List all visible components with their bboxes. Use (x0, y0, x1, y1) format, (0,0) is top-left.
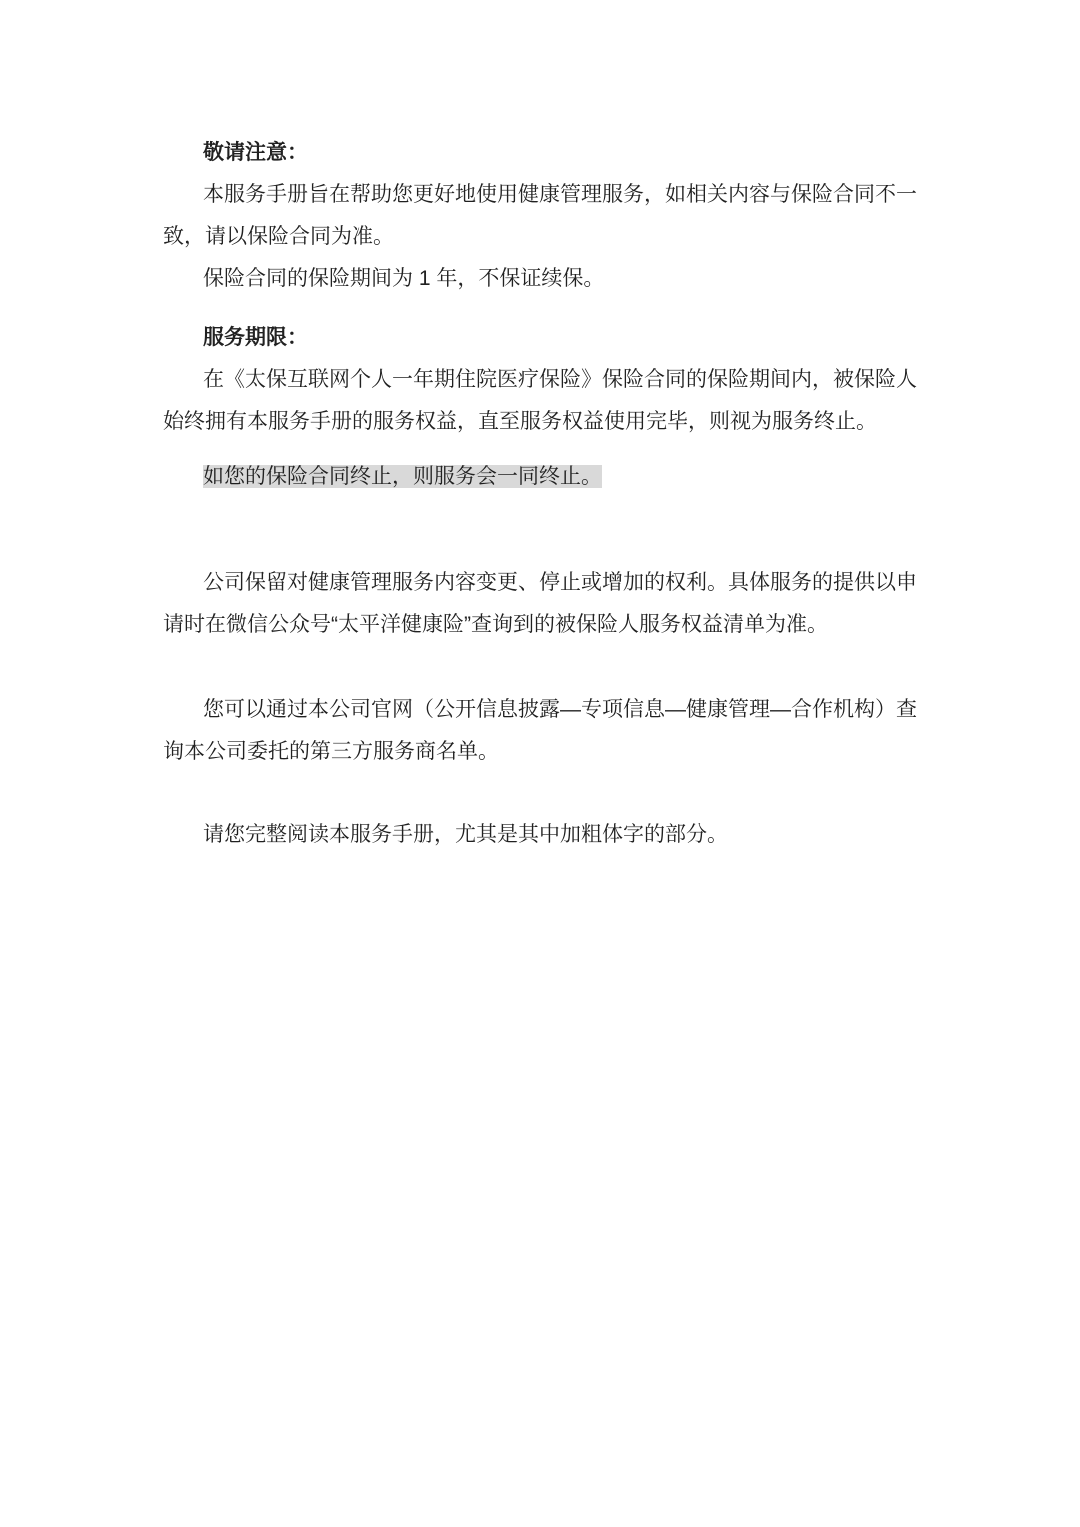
highlighted-sentence: 如您的保险合同终止，则服务会一同终止。 (203, 465, 602, 488)
highlighted-sentence-paragraph (163, 456, 917, 498)
notice-paragraph-2: 保险合同的保险期间为 1 年，不保证续保。 (203, 267, 605, 290)
document-content (163, 132, 917, 856)
service-period-heading: 服务期限： (203, 326, 308, 349)
third-party-providers-paragraph: 您可以通过本公司官网（公开信息披露—专项信息—健康管理—合作机构）查询本公司委托的第三方服务商名单。 (163, 698, 917, 763)
service-change-paragraph: 公司保留对健康管理服务内容变更、停止或增加的权利。具体服务的提供以申请时在微信公众号“太平洋健康险”查询到的被保险人服务权益清单为准。 (163, 571, 917, 636)
read-manual-paragraph: 请您完整阅读本服务手册，尤其是其中加粗体字的部分。 (203, 823, 728, 846)
notice-heading: 敬请注意： (203, 141, 308, 164)
notice-paragraph-1: 本服务手册旨在帮助您更好地使用健康管理服务，如相关内容与保险合同不一致，请以保险合同为准。 (163, 183, 917, 248)
service-period-paragraph: 在《太保互联网个人一年期住院医疗保险》保险合同的保险期间内，被保险人始终拥有本服务手册的服务权益，直至服务权益使用完毕，则视为服务终止。 (163, 368, 917, 433)
